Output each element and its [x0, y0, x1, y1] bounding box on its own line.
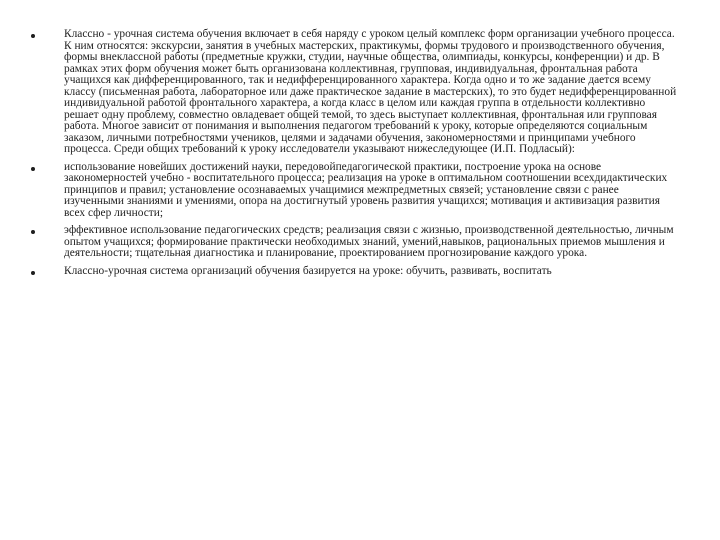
bullet-text: Классно-урочная система организаций обучения базируется на уроке: обучить, развивать, воспитать — [64, 264, 552, 277]
bullet-dot-icon — [31, 271, 35, 275]
bullet-item — [30, 225, 680, 260]
bullet-dot-icon — [31, 34, 35, 38]
bullet-list — [30, 29, 680, 277]
bullet-dot-icon — [31, 230, 35, 234]
bullet-item — [30, 266, 680, 278]
bullet-dot-icon — [31, 167, 35, 171]
bullet-item — [30, 29, 680, 156]
bullet-text: эффективное использование педагогических средств; реализация связи с жизнью, производственной деятельностью, личным опытом учащихся; формирование практически необходимых знаний, умений,навыков, рациональных приемов мышления и деятельности; тщательная диагностика и планирование, проектированием прогнозирование каждого урока. — [64, 224, 674, 259]
bullet-item — [30, 162, 680, 220]
bullet-text: использование новейших достижений науки, передовойпедагогической практики, построение урока на основе закономерностей учебно - воспитательного процесса; реализация на уроке в оптимальном соотношении всехдидактических принципов и правил; установление осознаваемых учащимися межпредметных связей; установление связи с ранее изученными знаниями и умениями, опора на достигнутый уровень развития учащихся; мотивация и активизация развития всех сфер личности; — [64, 160, 668, 219]
bullet-text: Классно - урочная система обучения включает в себя наряду с уроком целый комплекс форм организации учебного процесса. К ним относятся: экскурсии, занятия в учебных мастерских, практикумы, формы трудового и производственного обучения, формы внеклассной работы (предметные кружки, студии, научные общества, олимпиады, конкурсы, конференции) и др. В рамках этих форм обучения может быть организована коллективная, групповая, индивидуальная, фронтальная работа учащихся как дифференцированного, так и недифференцированного характера. Когда одно и то же задание дается всему классу (письменная работа, лабораторное или даже практическое задание в мастерских), то это будет недифференцированной индивидуальной работой фронтального характера, а когда класс в целом или каждая группа в отдельности коллективно решает одну проблему, совместно овладевает общей темой, то здесь выступает коллективная, фронтальная или групповая работа. Многое зависит от понимания и выполнения педагогом требований к уроку, которые определяются социальным заказом, личными потребностями учеников, целями и задачами обучения, закономерностями и принципами учебного процесса. Среди общих требований к уроку исследователи указывают нижеследующее (И.П. Подласый): — [64, 28, 677, 155]
